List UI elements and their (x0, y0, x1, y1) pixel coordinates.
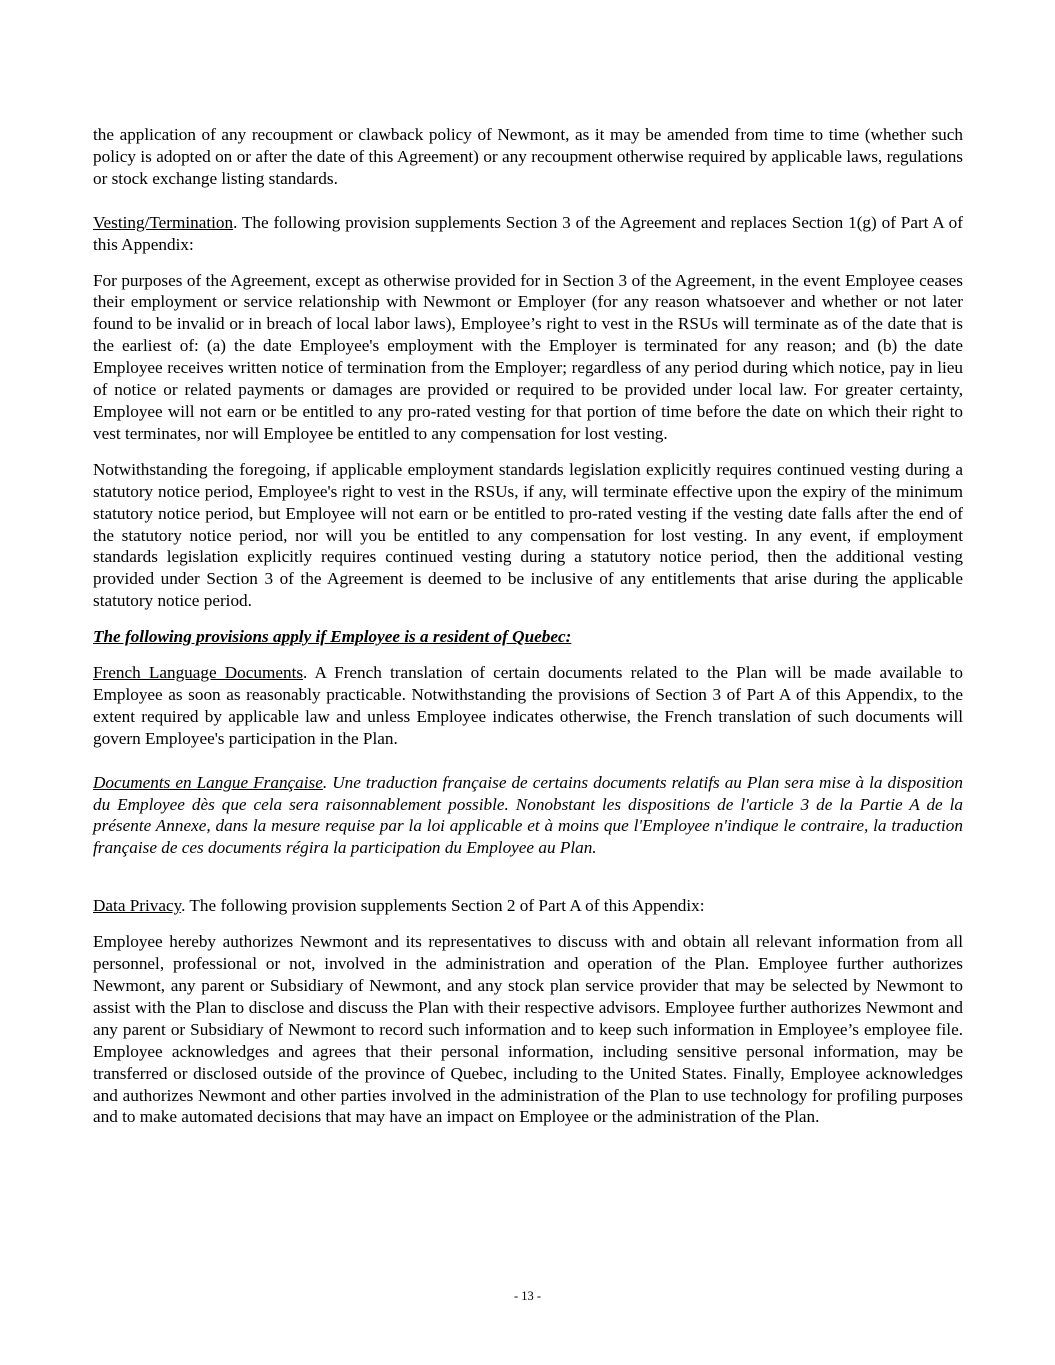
vesting-paragraph-2: Notwithstanding the foregoing, if applicable employment standards legislation explicitly requires continued vesting during a statutory notice period, Employee's right to vest in the RSUs, if any, will terminate effective upon the expiry of the minimum statutory notice period, but Employee will not earn or be entitled to pro-rated vesting if the vesting date falls after the end of the statutory notice period, nor will you be entitled to any compensation for lost vesting. In any event, if employment standards legislation explicitly requires continued vesting during a statutory notice period, then the additional vesting provided under Section 3 of the Agreement is deemed to be inclusive of any entitlements that arise during the applicable statutory notice period. (93, 459, 963, 611)
french-documents-heading: French Language Documents (93, 663, 304, 683)
quebec-section-heading (93, 626, 963, 648)
data-privacy-paragraph: Employee hereby authorizes Newmont and its representatives to discuss with and obtain all relevant information from all personnel, professional or not, involved in the administration and operation of the Plan. Employee further authorizes Newmont, any parent or Subsidiary of Newmont, and any stock plan service provider that may be selected by Newmont to assist with the Plan to disclose and discuss the Plan with their respective advisors. Employee further authorizes Newmont and any parent or Subsidiary of Newmont to record such information and to keep such information in Employee’s employee file. Employee acknowledges and agrees that their personal information, including sensitive personal information, may be transferred or disclosed outside of the province of Quebec, including to the United States. Finally, Employee acknowledges and authorizes Newmont and other parties involved in the administration of the Plan to use technology for profiling purposes and to make automated decisions that may have an impact on Employee or the administration of the Plan. (93, 932, 963, 1127)
vesting-heading: Vesting/Termination (93, 212, 234, 232)
page-number: - 13 - (513, 1289, 542, 1303)
vesting-intro-text: . The following provision supplements Section 3 of the Agreement and replaces Section 1(g) of Part A of this Appendix: (93, 212, 963, 254)
quebec-heading-text: The following provisions apply if Employee is a resident of Quebec: (93, 627, 572, 647)
data-privacy-intro-paragraph (93, 895, 963, 917)
french-documents-paragraph (93, 662, 963, 750)
data-privacy-heading: Data Privacy (93, 896, 182, 916)
vesting-paragraph-1: For purposes of the Agreement, except as otherwise provided for in Section 3 of the Agreement, in the event Employee ceases their employment or service relationship with Newmont or Employer (for any reason whatsoever and whether or not later found to be invalid or in breach of local labor laws), Employee’s right to vest in the RSUs will terminate as of the date that is the earliest of: (a) the date Employee's employment with the Employer is terminated for any reason; and (b) the date Employee receives written notice of termination from the Employer; regardless of any period during which notice, pay in lieu of notice or related payments or damages are provided or required to be provided under local law. For greater certainty, Employee will not earn or be entitled to any pro-rated vesting for that portion of time before the date on which their right to vest terminates, nor will Employee be entitled to any compensation for lost vesting. (93, 270, 963, 443)
data-privacy-intro-text: . The following provision supplements Section 2 of Part A of this Appendix: (181, 896, 705, 916)
clawback-paragraph: the application of any recoupment or clawback policy of Newmont, as it may be amended from time to time (whether such policy is adopted on or after the date of this Agreement) or any recoupment otherwise required by applicable laws, regulations or stock exchange listing standards. (93, 125, 963, 188)
french-documents-body: . A French translation of certain documents related to the Plan will be made available to Employee as soon as reasonably practicable. Notwithstanding the provisions of Section 3 of Part A of this Appendix, to the extent required by applicable law and unless Employee indicates otherwise, the French translation of such documents will govern Employee's participation in the Plan. (93, 663, 963, 748)
documents-francais-paragraph (93, 772, 963, 860)
document-page (93, 124, 963, 1128)
documents-francais-heading: Documents en Langue Française (93, 772, 323, 792)
documents-francais-body: . Une traduction française de certains documents relatifs au Plan sera mise à la disposition du Employee dès que cela sera raisonnablement possible. Nonobstant les dispositions de l'article 3 de la Partie A de la présente Annexe, dans la mesure requise par la loi applicable et à moins que l'Employee n'indique le contraire, la traduction française de ces documents régira la participation du Employee au Plan. (93, 772, 963, 858)
vesting-intro-paragraph (93, 212, 963, 256)
